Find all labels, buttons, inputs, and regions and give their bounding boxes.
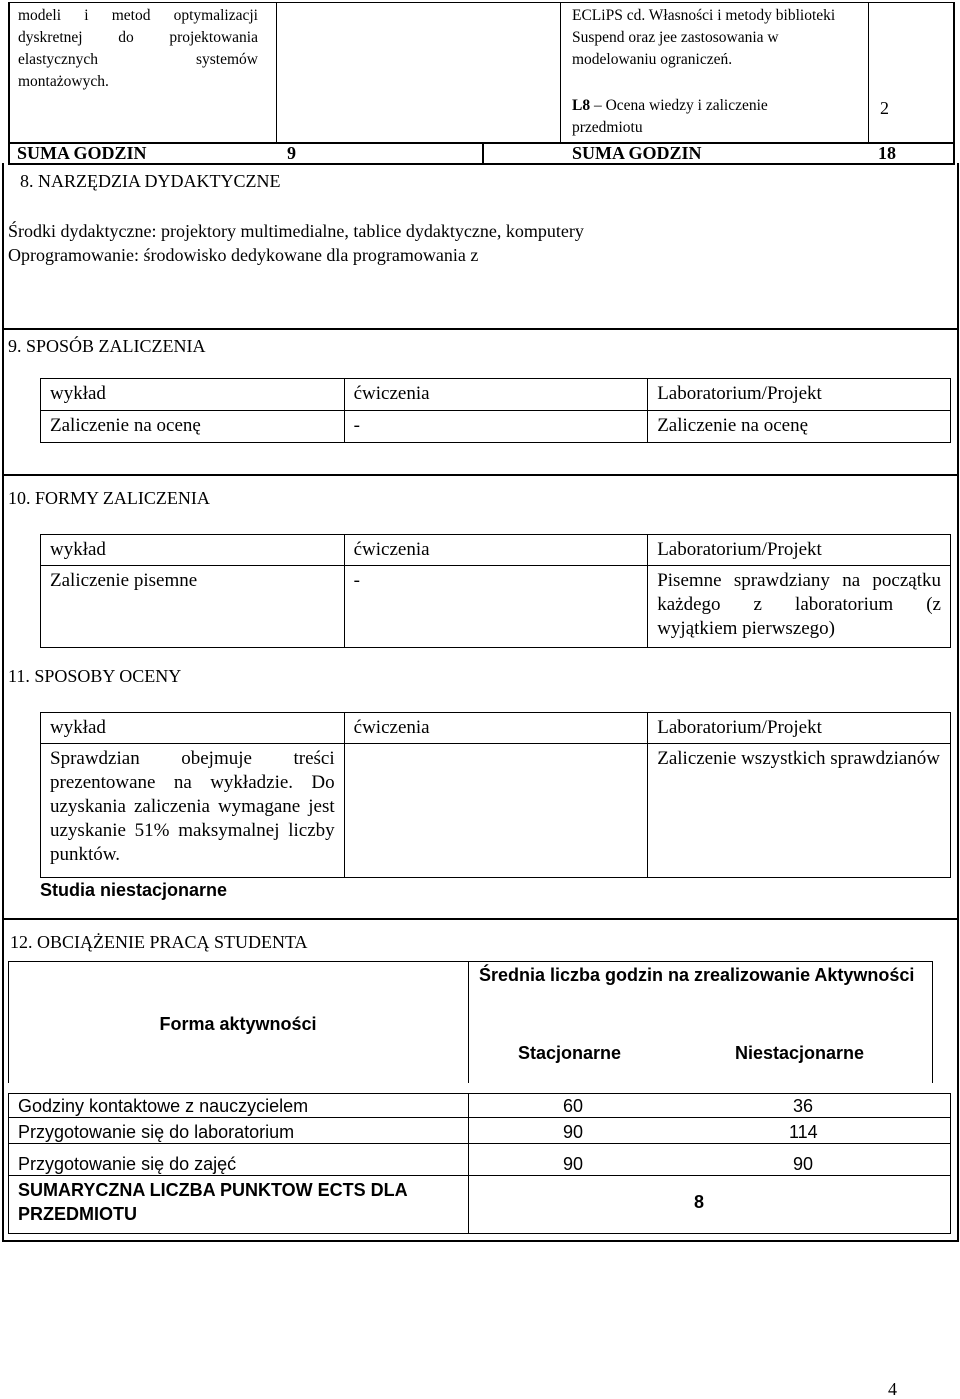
s9-header-wyklad: wykład [41,379,345,411]
s12-header-top [8,961,933,962]
s12-rows-bottom [8,1233,951,1234]
section10-heading: 10. FORMY ZALICZENIA [8,488,210,508]
eclips-text: ECLiPS cd. Własności i metody biblioteki Suspend oraz jee zastosowania w modelowaniu ograniczeń. [572,7,836,68]
page-number: 4 [888,1379,897,1399]
l8-text: – Ocena wiedzy i zaliczenie przedmiotu [572,97,768,136]
s9-cell-wyklad: Zaliczenie na ocenę [41,411,345,443]
s11-cell-wyklad: Sprawdzian obejmuje treści prezentowane na wykładzie. Do uzyskania zaliczenia wymagane jest uzyskanie 51% maksymalnej liczby punktów. [41,744,345,878]
section8-bottom [2,328,959,330]
section8-line2: Oprogramowanie: środowisko dedykowane dla programowania z [8,245,479,265]
s12-row1-label: Godziny kontaktowe z nauczycielem [18,1096,309,1116]
s12-row2-label: Przygotowanie się do laboratorium [18,1122,295,1142]
s11-cell-lab: Zaliczenie wszystkich sprawdzianów [648,744,951,878]
s12-row1-stac: 60 [563,1096,584,1116]
s12-rows-right [950,1093,951,1234]
section11-bottom [2,918,959,920]
s11-note: Studia niestacjonarne [40,880,228,900]
frame-bottom [2,1240,959,1242]
s12-rows-mid [468,1093,469,1234]
sum-bottom-border [8,163,955,165]
s12-col-activity: Forma aktywności [159,1014,317,1034]
s10-cell-wyklad: Zaliczenie pisemne [41,566,345,648]
sum-right-label: SUMA GODZIN [572,143,702,163]
l8-hours: 2 [880,98,889,118]
s12-row3-niestac: 90 [793,1154,814,1174]
frame-right [957,163,959,1241]
section8-heading: 8. NARZĘDZIA DYDAKTYCZNE [20,171,281,191]
section9-heading: 9. SPOSÓB ZALICZENIA [8,336,206,356]
s12-rows-left [8,1093,9,1234]
top-right-text [572,5,842,71]
section11-heading: 11. SPOSOBY OCENY [8,666,182,686]
section9-bottom [2,474,959,476]
s12-row2-stac: 90 [563,1122,584,1142]
frame-left [2,163,4,1241]
s11-cell-cwiczenia [344,744,648,878]
s11-header-wyklad: wykład [41,713,345,744]
top-border [8,2,955,3]
top-right-border [953,2,955,164]
top-col-divider-2 [560,2,561,142]
s12-header-right [932,961,933,1083]
s12-row3-label: Przygotowanie się do zajęć [18,1154,237,1174]
top-col-divider-3 [868,2,869,142]
s12-header-mid [468,961,469,1083]
s12-ects-value: 8 [694,1192,705,1212]
s9-header-lab: Laboratorium/Projekt [648,379,951,411]
sum-divider [482,142,484,164]
s10-header-lab: Laboratorium/Projekt [648,535,951,566]
s12-row1-niestac: 36 [793,1096,814,1116]
top-left-text: modeli i metod optymalizacji dyskretnej do projektowania elastycznych systemów montażowych. [18,7,258,90]
s9-cell-cwiczenia: - [344,411,648,443]
s12-row2-niestac: 114 [789,1122,818,1142]
s11-header-lab: Laboratorium/Projekt [648,713,951,744]
s9-header-cwiczenia: ćwiczenia [344,379,648,411]
l8-entry [572,95,842,139]
s12-ects-label: SUMARYCZNA LICZBA PUNKTOW ECTS DLA PRZEDMIOTU [18,1180,407,1224]
section10-table [40,534,951,648]
s12-col-niestac: Niestacjonarne [735,1043,865,1063]
s11-header-cwiczenia: ćwiczenia [344,713,648,744]
l8-code: L8 [572,97,591,114]
sum-left-label: SUMA GODZIN [17,143,147,163]
s9-cell-lab: Zaliczenie na ocenę [648,411,951,443]
s12-col-stac: Stacjonarne [518,1043,622,1063]
s12-row3-stac: 90 [563,1154,584,1174]
s10-header-cwiczenia: ćwiczenia [344,535,648,566]
section12-heading: 12. OBCIĄŻENIE PRACĄ STUDENTA [10,932,308,952]
s10-cell-cwiczenia: - [344,566,648,648]
sum-right-value: 18 [878,143,896,163]
s10-header-wyklad: wykład [41,535,345,566]
section11-table [40,712,951,878]
section9-table [40,378,951,443]
top-col-divider-1 [276,2,277,142]
top-left-border [8,2,10,164]
s10-cell-lab: Pisemne sprawdziany na początku każdego z laboratorium (z wyjątkiem pierwszego) [648,566,951,648]
sum-left-value: 9 [287,143,296,163]
s12-col-avg: Średnia liczba godzin na zrealizowanie Aktywności [479,965,915,985]
section8-line1: Środki dydaktyczne: projektory multimedialne, tablice dydaktyczne, komputery [8,221,584,241]
